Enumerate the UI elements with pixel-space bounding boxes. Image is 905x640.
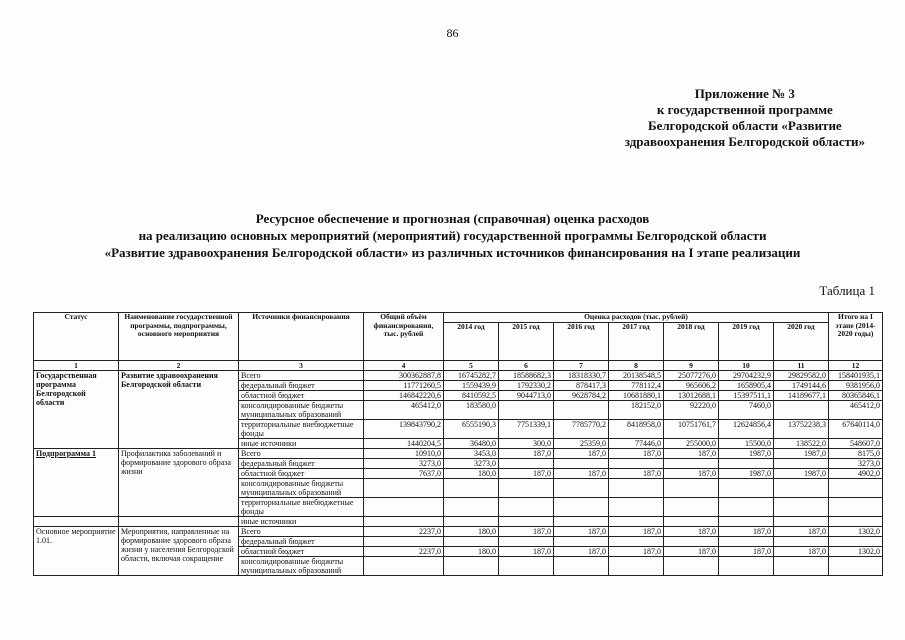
value-cell [664,478,719,497]
source-label: консолидированные бюджеты муниципальных образований [239,478,364,497]
subprogram-status: Подпрограмма 1 [34,448,119,516]
value-cell [774,536,829,546]
value-cell [444,497,499,516]
value-cell: 187,0 [774,546,829,556]
page-number: 86 [446,26,459,40]
value-cell: 80365846,1 [829,390,883,400]
value-cell: 187,0 [554,468,609,478]
value-cell [499,536,554,546]
value-cell [664,458,719,468]
value-cell: 13012688,1 [664,390,719,400]
value-cell [364,478,444,497]
value-cell [719,516,774,526]
table-row [34,370,883,380]
value-cell: 300,0 [499,438,554,448]
value-cell [499,400,554,419]
value-cell: 7637,0 [364,468,444,478]
value-cell [664,497,719,516]
value-cell: 12624856,4 [719,419,774,438]
value-cell [444,536,499,546]
value-cell: 3273,0 [444,458,499,468]
value-cell: 2237,0 [364,526,444,536]
header-total: Общий объём финансирования, тыс. рублей [364,313,444,361]
value-cell: 187,0 [774,526,829,536]
value-cell: 15397511,1 [719,390,774,400]
value-cell: 3453,0 [444,448,499,458]
value-cell [774,556,829,575]
value-cell: 180,0 [444,468,499,478]
value-cell: 9044713,0 [499,390,554,400]
value-cell: 8418958,0 [609,419,664,438]
source-label: территориальные внебюджетные фонды [239,419,364,438]
value-cell [554,400,609,419]
source-label: Всего [239,526,364,536]
value-cell: 1302,0 [829,546,883,556]
value-cell: 1658905,4 [719,380,774,390]
source-label: областной бюджет [239,546,364,556]
value-cell: 187,0 [554,448,609,458]
header-year: 2019 год [719,322,774,360]
value-cell: 158401935,1 [829,370,883,380]
financing-table [33,312,883,576]
value-cell [609,536,664,546]
appendix-line: к государственной программе [656,102,833,117]
source-label: иные источники [239,516,364,526]
table-row [34,526,883,536]
event-name: Мероприятия, направленные на формирование здорового образа жизни у населения Белгородской области, включая сокращение [119,526,239,575]
value-cell: 146842220,6 [364,390,444,400]
table-row [34,516,883,526]
value-cell: 187,0 [499,448,554,458]
value-cell: 778112,4 [609,380,664,390]
value-cell: 187,0 [499,546,554,556]
value-cell: 300362887,8 [364,370,444,380]
value-cell: 187,0 [609,526,664,536]
value-cell: 1559439,9 [444,380,499,390]
source-label: консолидированные бюджеты муниципальных образований [239,556,364,575]
column-index: 7 [554,360,609,370]
source-label: иные источники [239,438,364,448]
value-cell [829,478,883,497]
source-label: областной бюджет [239,468,364,478]
source-label: консолидированные бюджеты муниципальных образований [239,400,364,419]
value-cell: 20138548,5 [609,370,664,380]
column-index: 9 [664,360,719,370]
value-cell: 187,0 [609,546,664,556]
value-cell: 16745282,7 [444,370,499,380]
value-cell [444,556,499,575]
column-index: 3 [239,360,364,370]
value-cell: 187,0 [664,448,719,458]
value-cell: 187,0 [609,448,664,458]
header-year: 2015 год [499,322,554,360]
value-cell: 9381956,0 [829,380,883,390]
value-cell [829,516,883,526]
title-line: Ресурсное обеспечение и прогнозная (справочная) оценка расходов [255,211,650,226]
appendix-line: Приложение № 3 [694,86,795,101]
column-index: 1 [34,360,119,370]
value-cell: 7785770,2 [554,419,609,438]
value-cell: 3273,0 [364,458,444,468]
header-source: Источники финансирования [239,313,364,361]
value-cell [774,478,829,497]
value-cell: 3273,0 [829,458,883,468]
value-cell: 465412,0 [829,400,883,419]
value-cell: 180,0 [444,526,499,536]
event-status: Основное мероприятие 1.01. [34,526,119,575]
value-cell [719,458,774,468]
subprogram-name: Профилактика заболеваний и формирование здорового образа жизни [119,448,239,516]
value-cell: 187,0 [719,546,774,556]
column-index: 6 [499,360,554,370]
value-cell [829,536,883,546]
value-cell: 1749144,6 [774,380,829,390]
value-cell: 18318330,7 [554,370,609,380]
value-cell: 10751761,7 [664,419,719,438]
column-index: 4 [364,360,444,370]
value-cell [774,458,829,468]
header-year: 2014 год [444,322,499,360]
document-title [0,210,905,261]
value-cell: 139843790,2 [364,419,444,438]
column-index: 12 [829,360,883,370]
value-cell: 7751339,1 [499,419,554,438]
value-cell: 9628784,2 [554,390,609,400]
title-line: «Развитие здравоохранения Белгородской области» из различных источников финансирования на I этапе реализации [104,245,801,260]
value-cell [609,478,664,497]
value-cell [664,556,719,575]
value-cell: 77446,0 [609,438,664,448]
value-cell [499,458,554,468]
value-cell: 1792330,2 [499,380,554,390]
column-index: 10 [719,360,774,370]
value-cell: 187,0 [554,546,609,556]
value-cell [609,556,664,575]
value-cell: 25359,0 [554,438,609,448]
program-status: Государственная программа Белгородской области [34,370,119,448]
value-cell [609,516,664,526]
value-cell: 10910,0 [364,448,444,458]
value-cell: 465412,0 [364,400,444,419]
value-cell [609,497,664,516]
source-label: Всего [239,448,364,458]
value-cell: 4902,0 [829,468,883,478]
value-cell: 67640114,0 [829,419,883,438]
value-cell: 187,0 [719,526,774,536]
value-cell: 14189677,1 [774,390,829,400]
value-cell [554,536,609,546]
header-year: 2018 год [664,322,719,360]
value-cell [499,556,554,575]
value-cell: 92220,0 [664,400,719,419]
value-cell [829,497,883,516]
value-cell [444,478,499,497]
value-cell: 8175,0 [829,448,883,458]
value-cell: 965606,2 [664,380,719,390]
value-cell [499,497,554,516]
value-cell [829,556,883,575]
value-cell: 2237,0 [364,546,444,556]
source-label: территориальные внебюджетные фонды [239,497,364,516]
value-cell: 15500,0 [719,438,774,448]
header-itogo: Итого на I этапе (2014-2020 годы) [829,313,883,361]
value-cell: 8410592,5 [444,390,499,400]
value-cell [664,536,719,546]
value-cell: 11771260,5 [364,380,444,390]
value-cell [774,497,829,516]
value-cell: 548607,0 [829,438,883,448]
source-label: федеральный бюджет [239,536,364,546]
value-cell: 1987,0 [719,448,774,458]
value-cell: 187,0 [664,546,719,556]
value-cell: 10681880,1 [609,390,664,400]
program-name: Развитие здравоохранения Белгородской области [119,370,239,448]
value-cell: 183580,0 [444,400,499,419]
value-cell: 7460,0 [719,400,774,419]
value-cell [609,458,664,468]
value-cell: 29829582,0 [774,370,829,380]
value-cell [774,400,829,419]
column-index: 5 [444,360,499,370]
value-cell: 255000,0 [664,438,719,448]
appendix-block [625,86,865,150]
value-cell: 187,0 [554,526,609,536]
value-cell: 180,0 [444,546,499,556]
value-cell: 25077276,0 [664,370,719,380]
source-label: областной бюджет [239,390,364,400]
header-year: 2016 год [554,322,609,360]
value-cell: 1987,0 [774,468,829,478]
value-cell [774,516,829,526]
value-cell [554,516,609,526]
appendix-line: Белгородской области «Развитие [648,118,842,133]
value-cell: 182152,0 [609,400,664,419]
value-cell [719,536,774,546]
value-cell: 1440204,5 [364,438,444,448]
value-cell: 1987,0 [719,468,774,478]
column-index-row [34,360,883,370]
value-cell [719,478,774,497]
column-index: 2 [119,360,239,370]
value-cell: 1987,0 [774,448,829,458]
value-cell [364,536,444,546]
value-cell: 187,0 [609,468,664,478]
value-cell [719,497,774,516]
column-index: 11 [774,360,829,370]
value-cell [554,497,609,516]
value-cell: 36480,0 [444,438,499,448]
column-index: 8 [609,360,664,370]
value-cell [554,458,609,468]
source-label: Всего [239,370,364,380]
value-cell: 187,0 [499,526,554,536]
value-cell: 18588682,3 [499,370,554,380]
value-cell [664,516,719,526]
header-year: 2020 год [774,322,829,360]
value-cell: 29704232,9 [719,370,774,380]
value-cell [719,556,774,575]
value-cell: 138522,0 [774,438,829,448]
source-label: федеральный бюджет [239,380,364,390]
table-label: Таблица 1 [819,283,875,298]
header-estimate: Оценка расходов (тыс. рублей) [444,313,829,323]
value-cell [364,516,444,526]
source-label: федеральный бюджет [239,458,364,468]
value-cell: 187,0 [664,468,719,478]
table-row [34,448,883,458]
value-cell: 1302,0 [829,526,883,536]
value-cell: 6555190,3 [444,419,499,438]
value-cell: 187,0 [499,468,554,478]
value-cell [444,516,499,526]
value-cell: 13752238,3 [774,419,829,438]
value-cell [364,556,444,575]
value-cell: 187,0 [664,526,719,536]
value-cell [554,556,609,575]
header-status: Статус [34,313,119,361]
title-line: на реализацию основных мероприятий (мероприятий) государственной программы Белгородской области [138,228,767,243]
appendix-line: здравоохранения Белгородской области» [624,134,865,149]
value-cell: 878417,3 [554,380,609,390]
value-cell [499,478,554,497]
header-year: 2017 год [609,322,664,360]
header-name: Наименование государственной программы, подпрограммы, основного мероприятия [119,313,239,361]
value-cell [499,516,554,526]
value-cell [364,497,444,516]
value-cell [554,478,609,497]
